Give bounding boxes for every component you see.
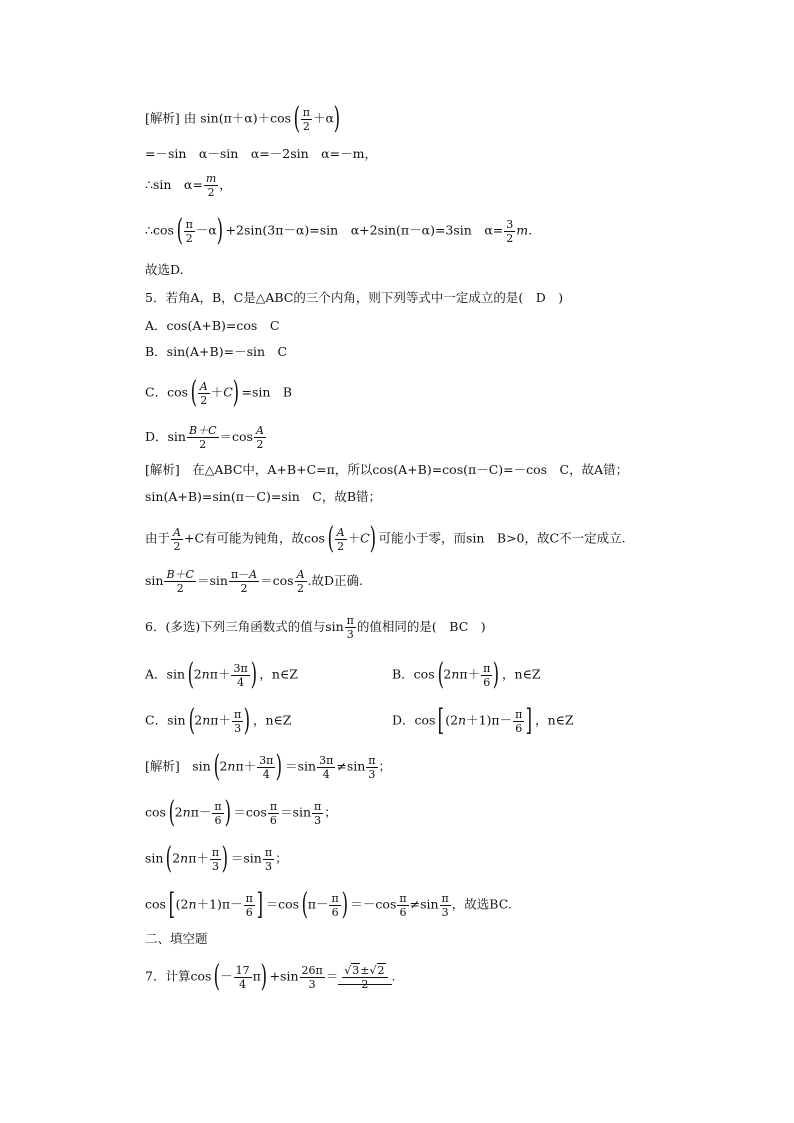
answer-blank: $\frac{√3\pm√2}{2}$ xyxy=(338,969,391,985)
q5-option-b: B．sin(A+B)=－sin C xyxy=(145,344,288,359)
fraction: $\frac{m}{2}$ xyxy=(205,172,217,199)
q7-stem: 7．计算cos(－ $\frac{17}{4}$ π) +sin $\frac{26\pi}{3}$ ＝ $\frac{√3\pm√2}{2}$ . xyxy=(145,959,396,994)
q6-stem: 6．(多选)下列三角函数式的值与sin $\frac{\pi}{3}$ 的值相同的是( BC ) xyxy=(145,614,486,641)
prev-solution-line-4: ∴cos( $\frac{\pi}{2}$ －α) +2sin(3π－α)=sin α+2sin(π－α)=3sin α= $\frac{3}{2}$ m. xyxy=(145,213,533,248)
q5-option-d: D．sin $\frac{B+C}{2}$ ＝cos $\frac{A}{2}$ xyxy=(145,424,264,451)
prev-solution-line-1: [解析] 由 sin(π＋α)＋cos( $\frac{\pi}{2}$ ＋α) xyxy=(145,101,341,136)
q6-solution-line-4: cos[(2n＋1)π－ $\frac{\pi}{6}$ ] ＝cos(π－ $\frac{\pi}{6}$ ) ＝－cos $\frac{\pi}{6}$ ≠sin $\frac{\pi}{3}$ ，故选BC. xyxy=(145,887,512,922)
q5-stem: 5．若角A，B，C是△ABC的三个内角，则下列等式中一定成立的是( D ) xyxy=(145,290,564,305)
q5-solution-line-4: sin $\frac{B+C}{2}$ ＝sin $\frac{\pi-A}{2}$ ＝cos $\frac{A}{2}$ .故D正确. xyxy=(145,568,364,595)
section-heading: 二、填空题 xyxy=(145,931,208,946)
q6-solution-line-3: sin(2nπ＋ $\frac{\pi}{3}$ ) ＝sin $\frac{\pi}{3}$ ； xyxy=(145,841,288,876)
q5-option-a: A．cos(A+B)=cos C xyxy=(145,318,280,333)
q6-solution-line-2: cos(2nπ－ $\frac{\pi}{6}$ ) ＝cos $\frac{\pi}{6}$ ＝sin $\frac{\pi}{3}$ ； xyxy=(145,795,337,830)
prev-solution-line-5: 故选D. xyxy=(145,262,184,277)
q6-solution-line-1: [解析] sin(2nπ＋ $\frac{3\pi}{4}$ ) ＝sin $\frac{3\pi}{4}$ ≠sin $\frac{\pi}{3}$ ； xyxy=(145,749,392,784)
q5-solution-line-1: [解析] 在△ABC中，A+B+C=π，所以cos(A+B)=cos(π－C)=－cos C，故A错； xyxy=(145,462,629,477)
prev-solution-line-2: =－sin α－sin α=－2sin α=－m， xyxy=(145,146,377,161)
q5-solution-line-3: 由于 $\frac{A}{2}$ +C有可能为钝角，故cos( $\frac{A}{2}$ ＋C) 可能小于零，而sin B>0，故C不一定成立. xyxy=(145,521,626,556)
q6-option-a: A．sin(2nπ＋ $\frac{3\pi}{4}$ ) ，n∈Z xyxy=(145,657,298,692)
q5-solution-line-2: sin(A+B)=sin(π－C)=sin C，故B错； xyxy=(145,489,382,504)
text: 由 xyxy=(183,110,197,126)
prev-solution-line-3: ∴sin α= $\frac{m}{2}$ ， xyxy=(145,172,232,199)
q6-option-c: C．sin(2nπ＋ $\frac{\pi}{3}$ ) ，n∈Z xyxy=(145,703,292,738)
q5-option-c: C．cos( $\frac{A}{2}$ ＋C) =sin B xyxy=(145,375,293,410)
fraction: $\frac{\pi}{2}$ xyxy=(302,105,311,133)
q6-option-d: D．cos[(2n＋1)π－ $\frac{\pi}{6}$ ] ，n∈Z xyxy=(392,703,574,738)
q6-option-b: B．cos(2nπ＋ $\frac{\pi}{6}$ ) ，n∈Z xyxy=(392,657,541,692)
analysis-label: [解析] xyxy=(145,110,180,126)
